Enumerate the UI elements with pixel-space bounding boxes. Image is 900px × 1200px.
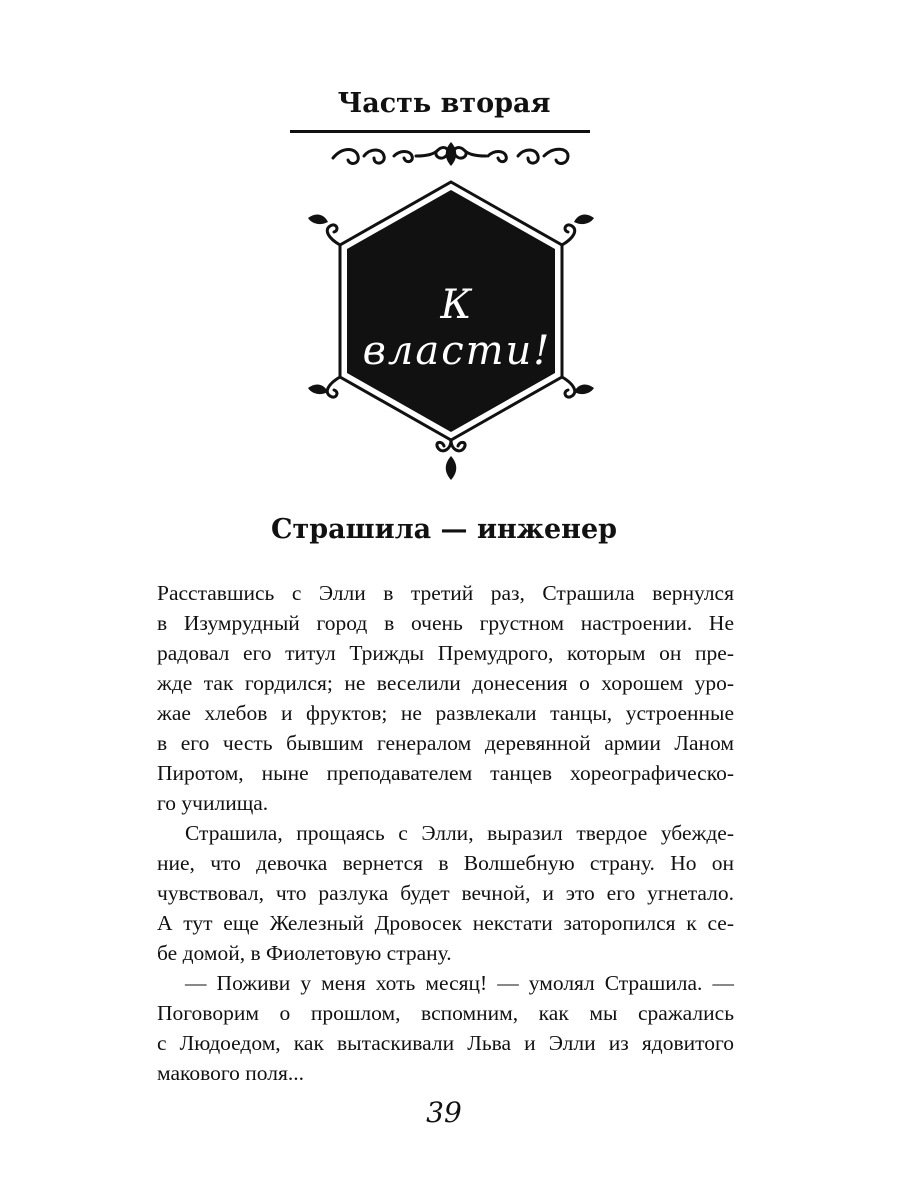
text-line: с Людоедом, как вытаскивали Льва и Элли из ядовитого (157, 1031, 734, 1055)
text-line: го училища. (157, 791, 269, 815)
text-line: Страшила, прощаясь с Элли, выразил твердое убежде- (185, 821, 734, 845)
text-line: — Поживи у меня хоть месяц! — умолял Страшила. — (185, 971, 734, 995)
text-line: макового поля... (157, 1061, 304, 1085)
title-rule (290, 130, 590, 133)
text-line: жае хлебов и фруктов; не развлекали танцы, устроенные (157, 701, 734, 725)
page-number: 39 (426, 1096, 462, 1129)
text-line: в Изумрудный город в очень грустном настроении. Не (157, 611, 734, 635)
text-line: чувствовал, что разлука будет вечной, и это его угнетало. (157, 881, 734, 905)
body-text (157, 578, 734, 1088)
text-line: Пиротом, ныне преподавателем танцев хореографическо- (157, 761, 734, 785)
text-line: А тут еще Железный Дровосек некстати заторопился к се- (157, 911, 734, 935)
text-line: жде так гордился; не веселили донесения о хорошем уро- (157, 671, 734, 695)
chapter-title: Страшила — инженер (270, 514, 618, 545)
part-title: Часть вторая (337, 88, 551, 119)
text-line: радовал его титул Трижды Премудрого, которым он пре- (157, 641, 734, 665)
text-line: бе домой, в Фиолетовую страну. (157, 941, 452, 965)
text-line: в его честь бывшим генералом деревянной армии Ланом (157, 731, 734, 755)
emblem-label: К власти! (362, 282, 552, 374)
text-line: Расставшись с Элли в третий раз, Страшила вернулся (157, 581, 734, 605)
text-line: ние, что девочка вернется в Волшебную страну. Но он (157, 851, 734, 875)
text-line: Поговорим о прошлом, вспомним, как мы сражались (157, 1001, 734, 1025)
